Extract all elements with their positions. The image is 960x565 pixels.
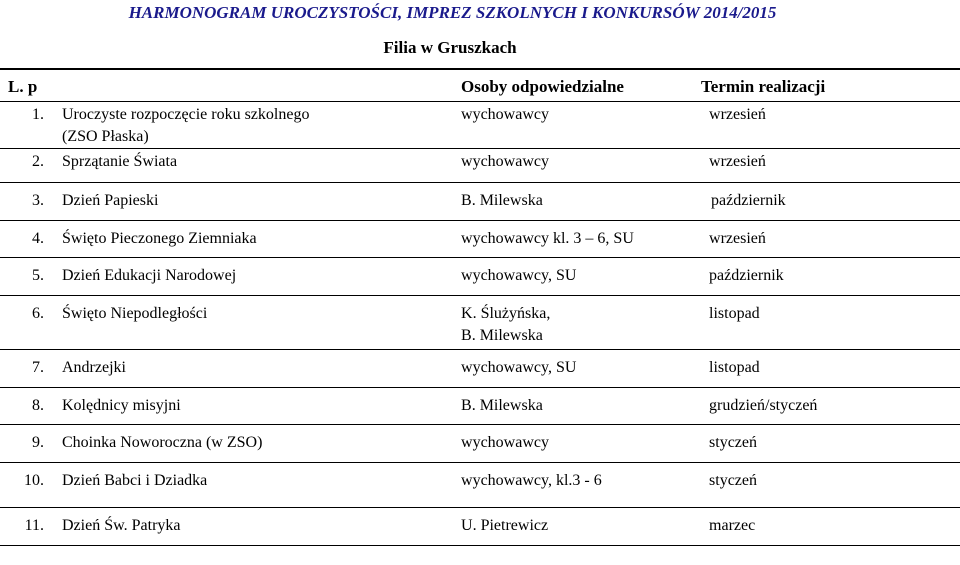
row-event: Sprzątanie Świata	[48, 149, 461, 183]
row-event: Dzień Papieski	[48, 183, 461, 221]
row-number: 4.	[0, 221, 48, 258]
row-term: styczeń	[701, 425, 960, 463]
table-row	[0, 296, 960, 350]
row-number: 1.	[0, 102, 48, 149]
table-row	[0, 463, 960, 508]
row-responsible: wychowawcy kl. 3 – 6, SU	[461, 221, 701, 258]
table-row	[0, 508, 960, 546]
row-number: 3.	[0, 183, 48, 221]
header-responsible: Osoby odpowiedzialne	[461, 69, 701, 102]
row-term: wrzesień	[701, 102, 960, 149]
row-term: wrzesień	[701, 149, 960, 183]
row-number: 10.	[0, 463, 48, 508]
row-number: 6.	[0, 296, 48, 350]
table-row	[0, 258, 960, 296]
row-responsible: wychowawcy, kl.3 - 6	[461, 463, 701, 508]
row-number: 9.	[0, 425, 48, 463]
row-term: styczeń	[701, 463, 960, 508]
table-row	[0, 350, 960, 388]
responsible-line1: K. Ślużyńska,	[461, 305, 551, 322]
row-responsible: U. Pietrewicz	[461, 508, 701, 546]
row-term: październik	[701, 183, 960, 221]
row-number: 5.	[0, 258, 48, 296]
document-title: HARMONOGRAM UROCZYSTOŚCI, IMPREZ SZKOLNYCH I KONKURSÓW 2014/2015	[128, 3, 777, 22]
table-header-row	[0, 69, 960, 102]
row-responsible: wychowawcy, SU	[461, 350, 701, 388]
row-term: listopad	[701, 296, 960, 350]
row-term: wrzesień	[701, 221, 960, 258]
table-row	[0, 425, 960, 463]
row-responsible	[461, 296, 701, 350]
row-term: listopad	[701, 350, 960, 388]
header-term: Termin realizacji	[701, 69, 960, 102]
event-name: Uroczyste rozpoczęcie roku szkolnego	[62, 106, 310, 123]
row-term: październik	[701, 258, 960, 296]
row-event: Święto Pieczonego Ziemniaka	[48, 221, 461, 258]
event-name-line2: (ZSO Płaska)	[62, 128, 149, 145]
row-event: Dzień Babci i Dziadka	[48, 463, 461, 508]
row-event	[48, 102, 461, 149]
table-row	[0, 388, 960, 425]
table-row	[0, 149, 960, 183]
schedule-table	[0, 68, 960, 546]
table-row	[0, 102, 960, 149]
row-event: Dzień Św. Patryka	[48, 508, 461, 546]
row-event: Kolędnicy misyjni	[48, 388, 461, 425]
responsible-line2: B. Milewska	[461, 327, 543, 344]
row-event: Święto Niepodległości	[48, 296, 461, 350]
row-number: 8.	[0, 388, 48, 425]
row-event: Andrzejki	[48, 350, 461, 388]
row-responsible: wychowawcy	[461, 425, 701, 463]
row-responsible: wychowawcy	[461, 149, 701, 183]
row-responsible: B. Milewska	[461, 388, 701, 425]
row-term: grudzień/styczeń	[701, 388, 960, 425]
table-row	[0, 183, 960, 221]
row-responsible: wychowawcy, SU	[461, 258, 701, 296]
row-event: Choinka Noworoczna (w ZSO)	[48, 425, 461, 463]
table-row	[0, 221, 960, 258]
row-number: 2.	[0, 149, 48, 183]
row-term: marzec	[701, 508, 960, 546]
row-number: 11.	[0, 508, 48, 546]
row-number: 7.	[0, 350, 48, 388]
header-lp: L. p	[0, 69, 461, 102]
row-responsible: wychowawcy	[461, 102, 701, 149]
row-event: Dzień Edukacji Narodowej	[48, 258, 461, 296]
document-subtitle: Filia w Gruszkach	[383, 38, 517, 57]
row-responsible: B. Milewska	[461, 183, 701, 221]
